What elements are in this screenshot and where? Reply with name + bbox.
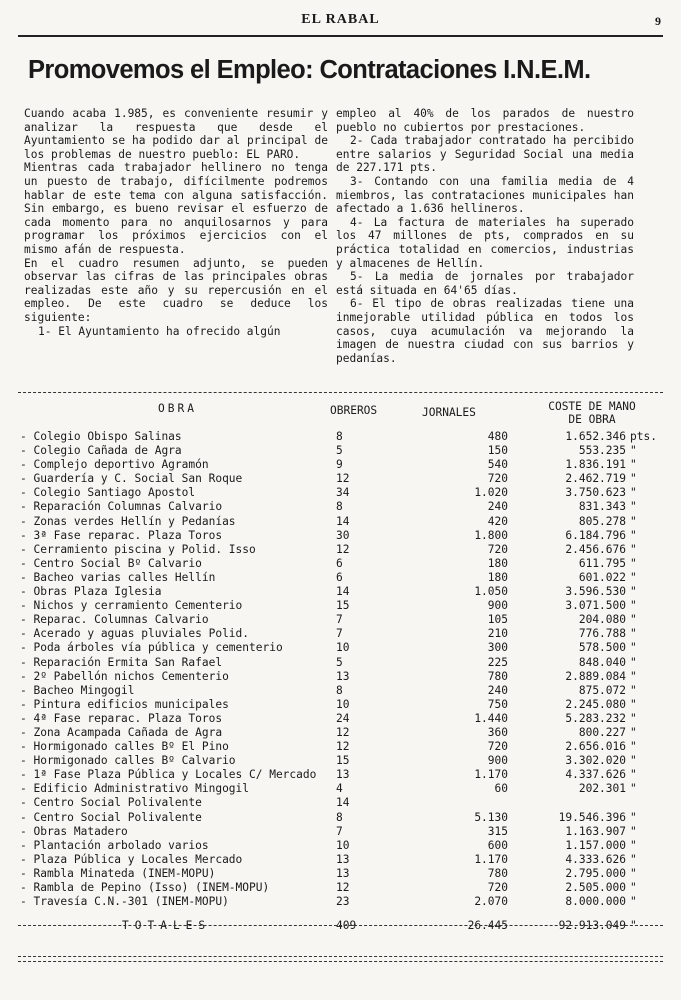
row-obra: - Poda árboles vía pública y cementerio	[20, 641, 283, 655]
table-row	[18, 613, 663, 627]
row-obra: - Travesía C.N.-301 (INEM-MOPU)	[20, 895, 229, 909]
row-obreros: 13	[336, 768, 350, 782]
row-coste: 611.795	[578, 556, 626, 570]
row-obreros: 8	[336, 430, 343, 443]
table-row	[18, 543, 663, 557]
row-obra: - Complejo deportivo Agramón	[20, 458, 209, 472]
row-coste: 776.788	[578, 627, 626, 641]
row-jornales: 225	[487, 655, 508, 669]
table-row	[18, 571, 663, 585]
row-obra: - Centro Social Polivalente	[20, 810, 202, 824]
page-number: 9	[655, 14, 661, 28]
row-unit: "	[630, 613, 637, 627]
header-coste: COSTE DE MANO DE OBRA	[548, 400, 636, 426]
row-jornales: 150	[487, 444, 508, 458]
totals-coste: 92.913.049	[558, 919, 626, 933]
row-unit: "	[630, 838, 637, 852]
table-row	[18, 430, 663, 444]
row-coste: 805.278	[578, 514, 626, 528]
row-jornales: 1.800	[474, 528, 508, 542]
row-coste: 2.795.000	[565, 866, 626, 880]
row-unit: "	[630, 697, 637, 711]
row-jornales: 480	[487, 430, 508, 443]
table-row	[18, 853, 663, 867]
row-obreros: 5	[336, 444, 343, 458]
row-obreros: 7	[336, 627, 343, 641]
row-coste: 2.456.676	[565, 542, 626, 556]
row-jornales: 2.070	[474, 895, 508, 909]
row-obra: - Bacheo varias calles Hellín	[20, 570, 216, 584]
row-obreros: 14	[336, 514, 350, 528]
table-row	[18, 768, 663, 782]
row-obra: - Bacheo Mingogil	[20, 683, 135, 697]
header-obra: OBRA	[158, 402, 197, 415]
row-obra: - Colegio Santiago Apostol	[20, 486, 196, 500]
table-row	[18, 726, 663, 740]
row-obreros: 9	[336, 458, 343, 472]
row-coste: 3.750.623	[565, 486, 626, 500]
row-unit: "	[630, 641, 637, 655]
row-obreros: 12	[336, 542, 350, 556]
row-coste: 1.163.907	[565, 824, 626, 838]
row-unit: "	[630, 444, 637, 458]
row-obreros: 7	[336, 824, 343, 838]
row-obreros: 4	[336, 782, 343, 796]
row-coste: 3.302.020	[565, 754, 626, 768]
row-obreros: 15	[336, 599, 350, 613]
row-obra: - Edificio Administrativo Mingogil	[20, 782, 250, 796]
row-obra: - Zona Acampada Cañada de Agra	[20, 725, 223, 739]
row-jornales: 720	[487, 740, 508, 754]
row-obra: - Cerramiento piscina y Polid. Isso	[20, 542, 256, 556]
table-row	[18, 599, 663, 613]
row-obreros: 12	[336, 725, 350, 739]
row-coste: 3.071.500	[565, 599, 626, 613]
row-obra: - Colegio Obispo Salinas	[20, 430, 182, 443]
table-row	[18, 585, 663, 599]
table-row	[18, 867, 663, 881]
table-row	[18, 656, 663, 670]
row-obra: - Obras Plaza Iglesia	[20, 585, 162, 599]
table-row	[18, 825, 663, 839]
table-row	[18, 839, 663, 853]
row-unit: pts.	[630, 430, 657, 443]
totals-row	[18, 915, 663, 937]
table-row	[18, 529, 663, 543]
row-unit: "	[630, 711, 637, 725]
row-jornales: 1.170	[474, 852, 508, 866]
row-unit: "	[630, 881, 637, 894]
row-obreros: 10	[336, 641, 350, 655]
row-obra: - Hormigonado calles Bº Calvario	[20, 754, 236, 768]
table-row	[18, 458, 663, 472]
row-coste: 6.184.796	[565, 528, 626, 542]
table-row	[18, 895, 663, 909]
row-obreros: 23	[336, 895, 350, 909]
row-coste: 2.245.080	[565, 697, 626, 711]
paragraph: 6- El tipo de obras realizadas tiene una inmejorable utilidad pública en todos los casos, cuya acumulación va mejorando la imagen de nuestra ciudad con sus barrios y pedanías.	[336, 297, 634, 365]
row-jornales: 750	[487, 697, 508, 711]
header-rule	[18, 35, 663, 37]
row-obra: - Pintura edificios municipales	[20, 697, 229, 711]
employment-table	[18, 398, 663, 937]
row-coste: 875.072	[578, 683, 626, 697]
row-jornales: 780	[487, 866, 508, 880]
row-obra: - 3ª Fase reparac. Plaza Toros	[20, 528, 223, 542]
row-jornales: 780	[487, 669, 508, 683]
table-header	[18, 398, 663, 430]
header-jornales: JORNALES	[422, 406, 476, 419]
row-unit: "	[630, 824, 637, 838]
row-obreros: 10	[336, 838, 350, 852]
row-obra: - Nichos y cerramiento Cementerio	[20, 599, 243, 613]
row-obreros: 6	[336, 570, 343, 584]
row-unit: "	[630, 852, 637, 866]
table-row	[18, 698, 663, 712]
paragraph: En el cuadro resumen adjunto, se pueden observar las cifras de las principales obras realizadas este año y su repercusión en el empleo. De este cuadro se deduce los siguiente:	[24, 256, 328, 324]
row-unit: "	[630, 585, 637, 599]
row-unit: "	[630, 754, 637, 768]
totals-rule	[18, 925, 663, 926]
row-coste: 1.652.346	[565, 430, 626, 443]
row-jornales: 720	[487, 472, 508, 486]
row-coste: 2.505.000	[565, 881, 626, 894]
row-unit: "	[630, 599, 637, 613]
table-row	[18, 796, 663, 810]
row-jornales: 600	[487, 838, 508, 852]
table-body	[18, 430, 663, 909]
table-row	[18, 782, 663, 796]
table-row	[18, 811, 663, 825]
row-coste: 2.889.084	[565, 669, 626, 683]
row-obreros: 12	[336, 472, 350, 486]
row-unit: "	[630, 570, 637, 584]
row-obreros: 15	[336, 754, 350, 768]
row-jornales: 900	[487, 754, 508, 768]
row-obra: - Centro Social Polivalente	[20, 796, 202, 810]
row-coste: 3.596.530	[565, 585, 626, 599]
row-obra: - 4ª Fase reparac. Plaza Toros	[20, 711, 223, 725]
row-unit: "	[630, 472, 637, 486]
row-unit: "	[630, 768, 637, 782]
table-row	[18, 500, 663, 514]
row-coste: 553.235	[578, 444, 626, 458]
paragraph: 4- La factura de materiales ha superado los 47 millones de pts, comprados en su práctica totalidad en comercios, industrias y almacenes de Hellín.	[336, 215, 634, 270]
paragraph: empleo al 40% de los parados de nuestro pueblo no cubiertos por prestaciones.	[336, 107, 634, 134]
row-obra: - Plantación arbolado varios	[20, 838, 209, 852]
row-coste: 1.157.000	[565, 838, 626, 852]
row-jornales: 1.170	[474, 768, 508, 782]
row-unit: "	[630, 895, 637, 909]
row-obra: - Reparación Ermita San Rafael	[20, 655, 223, 669]
row-unit: "	[630, 514, 637, 528]
row-unit: "	[630, 542, 637, 556]
row-coste: 19.546.396	[558, 810, 626, 824]
row-jornales: 900	[487, 599, 508, 613]
table-row	[18, 740, 663, 754]
row-jornales: 5.130	[474, 810, 508, 824]
row-unit: "	[630, 866, 637, 880]
totals-obreros: 409	[336, 919, 357, 933]
row-obreros: 34	[336, 486, 350, 500]
row-jornales: 720	[487, 542, 508, 556]
row-unit: "	[630, 458, 637, 472]
row-jornales: 315	[487, 824, 508, 838]
row-unit: "	[630, 725, 637, 739]
row-obreros: 8	[336, 810, 343, 824]
row-jornales: 105	[487, 613, 508, 627]
totals-jornales: 26.445	[467, 919, 508, 933]
row-unit: "	[630, 500, 637, 514]
row-jornales: 180	[487, 556, 508, 570]
paragraph: 3- Contando con una familia media de 4 miembros, las contrataciones municipales han afectado a 1.636 hellineros.	[336, 174, 634, 216]
row-jornales: 360	[487, 725, 508, 739]
paragraph: 1- El Ayuntamiento ha ofrecido algún	[38, 324, 281, 338]
row-obreros: 14	[336, 796, 350, 810]
table-row	[18, 472, 663, 486]
totals-label: TOTALES	[122, 919, 212, 933]
article-right-column	[336, 107, 634, 365]
table-row	[18, 557, 663, 571]
row-unit: "	[630, 556, 637, 570]
row-jornales: 60	[494, 782, 508, 796]
row-obra: - Obras Matadero	[20, 824, 128, 838]
bottom-rule-double	[18, 961, 663, 962]
row-obra: - Centro Social Bº Calvario	[20, 556, 202, 570]
row-coste: 4.337.626	[565, 768, 626, 782]
row-coste: 202.301	[578, 782, 626, 796]
row-obra: - Plaza Pública y Locales Mercado	[20, 852, 243, 866]
row-obreros: 12	[336, 740, 350, 754]
row-jornales: 210	[487, 627, 508, 641]
row-unit: "	[630, 782, 637, 796]
row-obreros: 13	[336, 852, 350, 866]
article-left-column	[24, 107, 328, 338]
table-row	[18, 486, 663, 500]
paragraph: 2- Cada trabajador contratado ha percibido entre salarios y Seguridad Social una media de 227.171 pts.	[336, 134, 634, 175]
row-obra: - Rambla de Pepino (Isso) (INEM-MOPU)	[20, 881, 270, 894]
table-row	[18, 515, 663, 529]
row-coste: 1.836.191	[565, 458, 626, 472]
row-jornales: 720	[487, 881, 508, 894]
row-obreros: 14	[336, 585, 350, 599]
row-obreros: 10	[336, 697, 350, 711]
row-obreros: 13	[336, 866, 350, 880]
bottom-rule	[18, 956, 663, 957]
table-row	[18, 712, 663, 726]
row-obreros: 13	[336, 669, 350, 683]
row-unit: "	[630, 528, 637, 542]
row-obra: - 2º Pabellón nichos Cementerio	[20, 669, 229, 683]
row-obreros: 7	[336, 613, 343, 627]
row-unit: "	[630, 683, 637, 697]
row-coste: 578.500	[578, 641, 626, 655]
row-coste: 4.333.626	[565, 852, 626, 866]
row-jornales: 1.050	[474, 585, 508, 599]
table-row	[18, 670, 663, 684]
row-unit: "	[630, 810, 637, 824]
row-coste: 800.227	[578, 725, 626, 739]
row-obra: - 1ª Fase Plaza Pública y Locales C/ Mercado	[20, 768, 317, 782]
row-jornales: 300	[487, 641, 508, 655]
row-obra: - Rambla Minateda (INEM-MOPU)	[20, 866, 216, 880]
row-jornales: 540	[487, 458, 508, 472]
table-row	[18, 754, 663, 768]
row-unit: "	[630, 627, 637, 641]
row-obra: - Guardería y C. Social San Roque	[20, 472, 243, 486]
row-coste: 2.462.719	[565, 472, 626, 486]
row-jornales: 240	[487, 683, 508, 697]
row-obra: - Reparación Columnas Calvario	[20, 500, 223, 514]
totals-unit: "	[630, 919, 637, 933]
row-jornales: 420	[487, 514, 508, 528]
row-obreros: 12	[336, 881, 350, 894]
row-obreros: 6	[336, 556, 343, 570]
row-obra: - Reparac. Columnas Calvario	[20, 613, 209, 627]
row-unit: "	[630, 486, 637, 500]
row-jornales: 180	[487, 570, 508, 584]
row-obra: - Zonas verdes Hellín y Pedanías	[20, 514, 236, 528]
row-obreros: 30	[336, 528, 350, 542]
row-coste: 8.000.000	[565, 895, 626, 909]
row-jornales: 1.020	[474, 486, 508, 500]
paragraph: 5- La media de jornales por trabajador está situada en 64'65 días.	[336, 270, 634, 297]
row-coste: 831.343	[578, 500, 626, 514]
row-jornales: 1.440	[474, 711, 508, 725]
table-row	[18, 641, 663, 655]
row-obra: - Acerado y aguas pluviales Polid.	[20, 627, 250, 641]
article-headline: Promovemos el Empleo: Contrataciones I.N.E.M.	[28, 56, 591, 84]
paragraph: Mientras cada trabajador hellinero no tenga un puesto de trabajo, difícilmente podremos hablar de este tema con alguna satisfacción. Sin embargo, es bueno revisar el esfuerzo de cada momento para no anquilosarnos y para programar los próximos ejercicios con el mismo afán de respuesta.	[24, 161, 328, 256]
table-row	[18, 881, 663, 895]
table-row	[18, 444, 663, 458]
row-obra: - Hormigonado calles Bº El Pino	[20, 740, 229, 754]
row-jornales: 240	[487, 500, 508, 514]
row-obreros: 5	[336, 655, 343, 669]
page-header	[18, 10, 663, 36]
row-unit: "	[630, 655, 637, 669]
row-obreros: 8	[336, 683, 343, 697]
row-obreros: 8	[336, 500, 343, 514]
row-obra: - Colegio Cañada de Agra	[20, 444, 182, 458]
paragraph: Cuando acaba 1.985, es conveniente resumir y analizar la respuesta que desde el Ayuntamiento se ha podido dar al principal de los problemas de nuestro pueblo: EL PARO.	[24, 107, 328, 161]
table-row	[18, 684, 663, 698]
row-unit: "	[630, 740, 637, 754]
publication-name: EL RABAL	[301, 12, 380, 27]
row-coste: 204.080	[578, 613, 626, 627]
row-coste: 5.283.232	[565, 711, 626, 725]
row-unit: "	[630, 669, 637, 683]
table-row	[18, 627, 663, 641]
row-obreros: 24	[336, 711, 350, 725]
row-coste: 2.656.016	[565, 740, 626, 754]
table-top-rule	[18, 392, 663, 394]
header-obreros: OBREROS	[330, 404, 378, 417]
row-coste: 848.040	[578, 655, 626, 669]
row-coste: 601.022	[578, 570, 626, 584]
